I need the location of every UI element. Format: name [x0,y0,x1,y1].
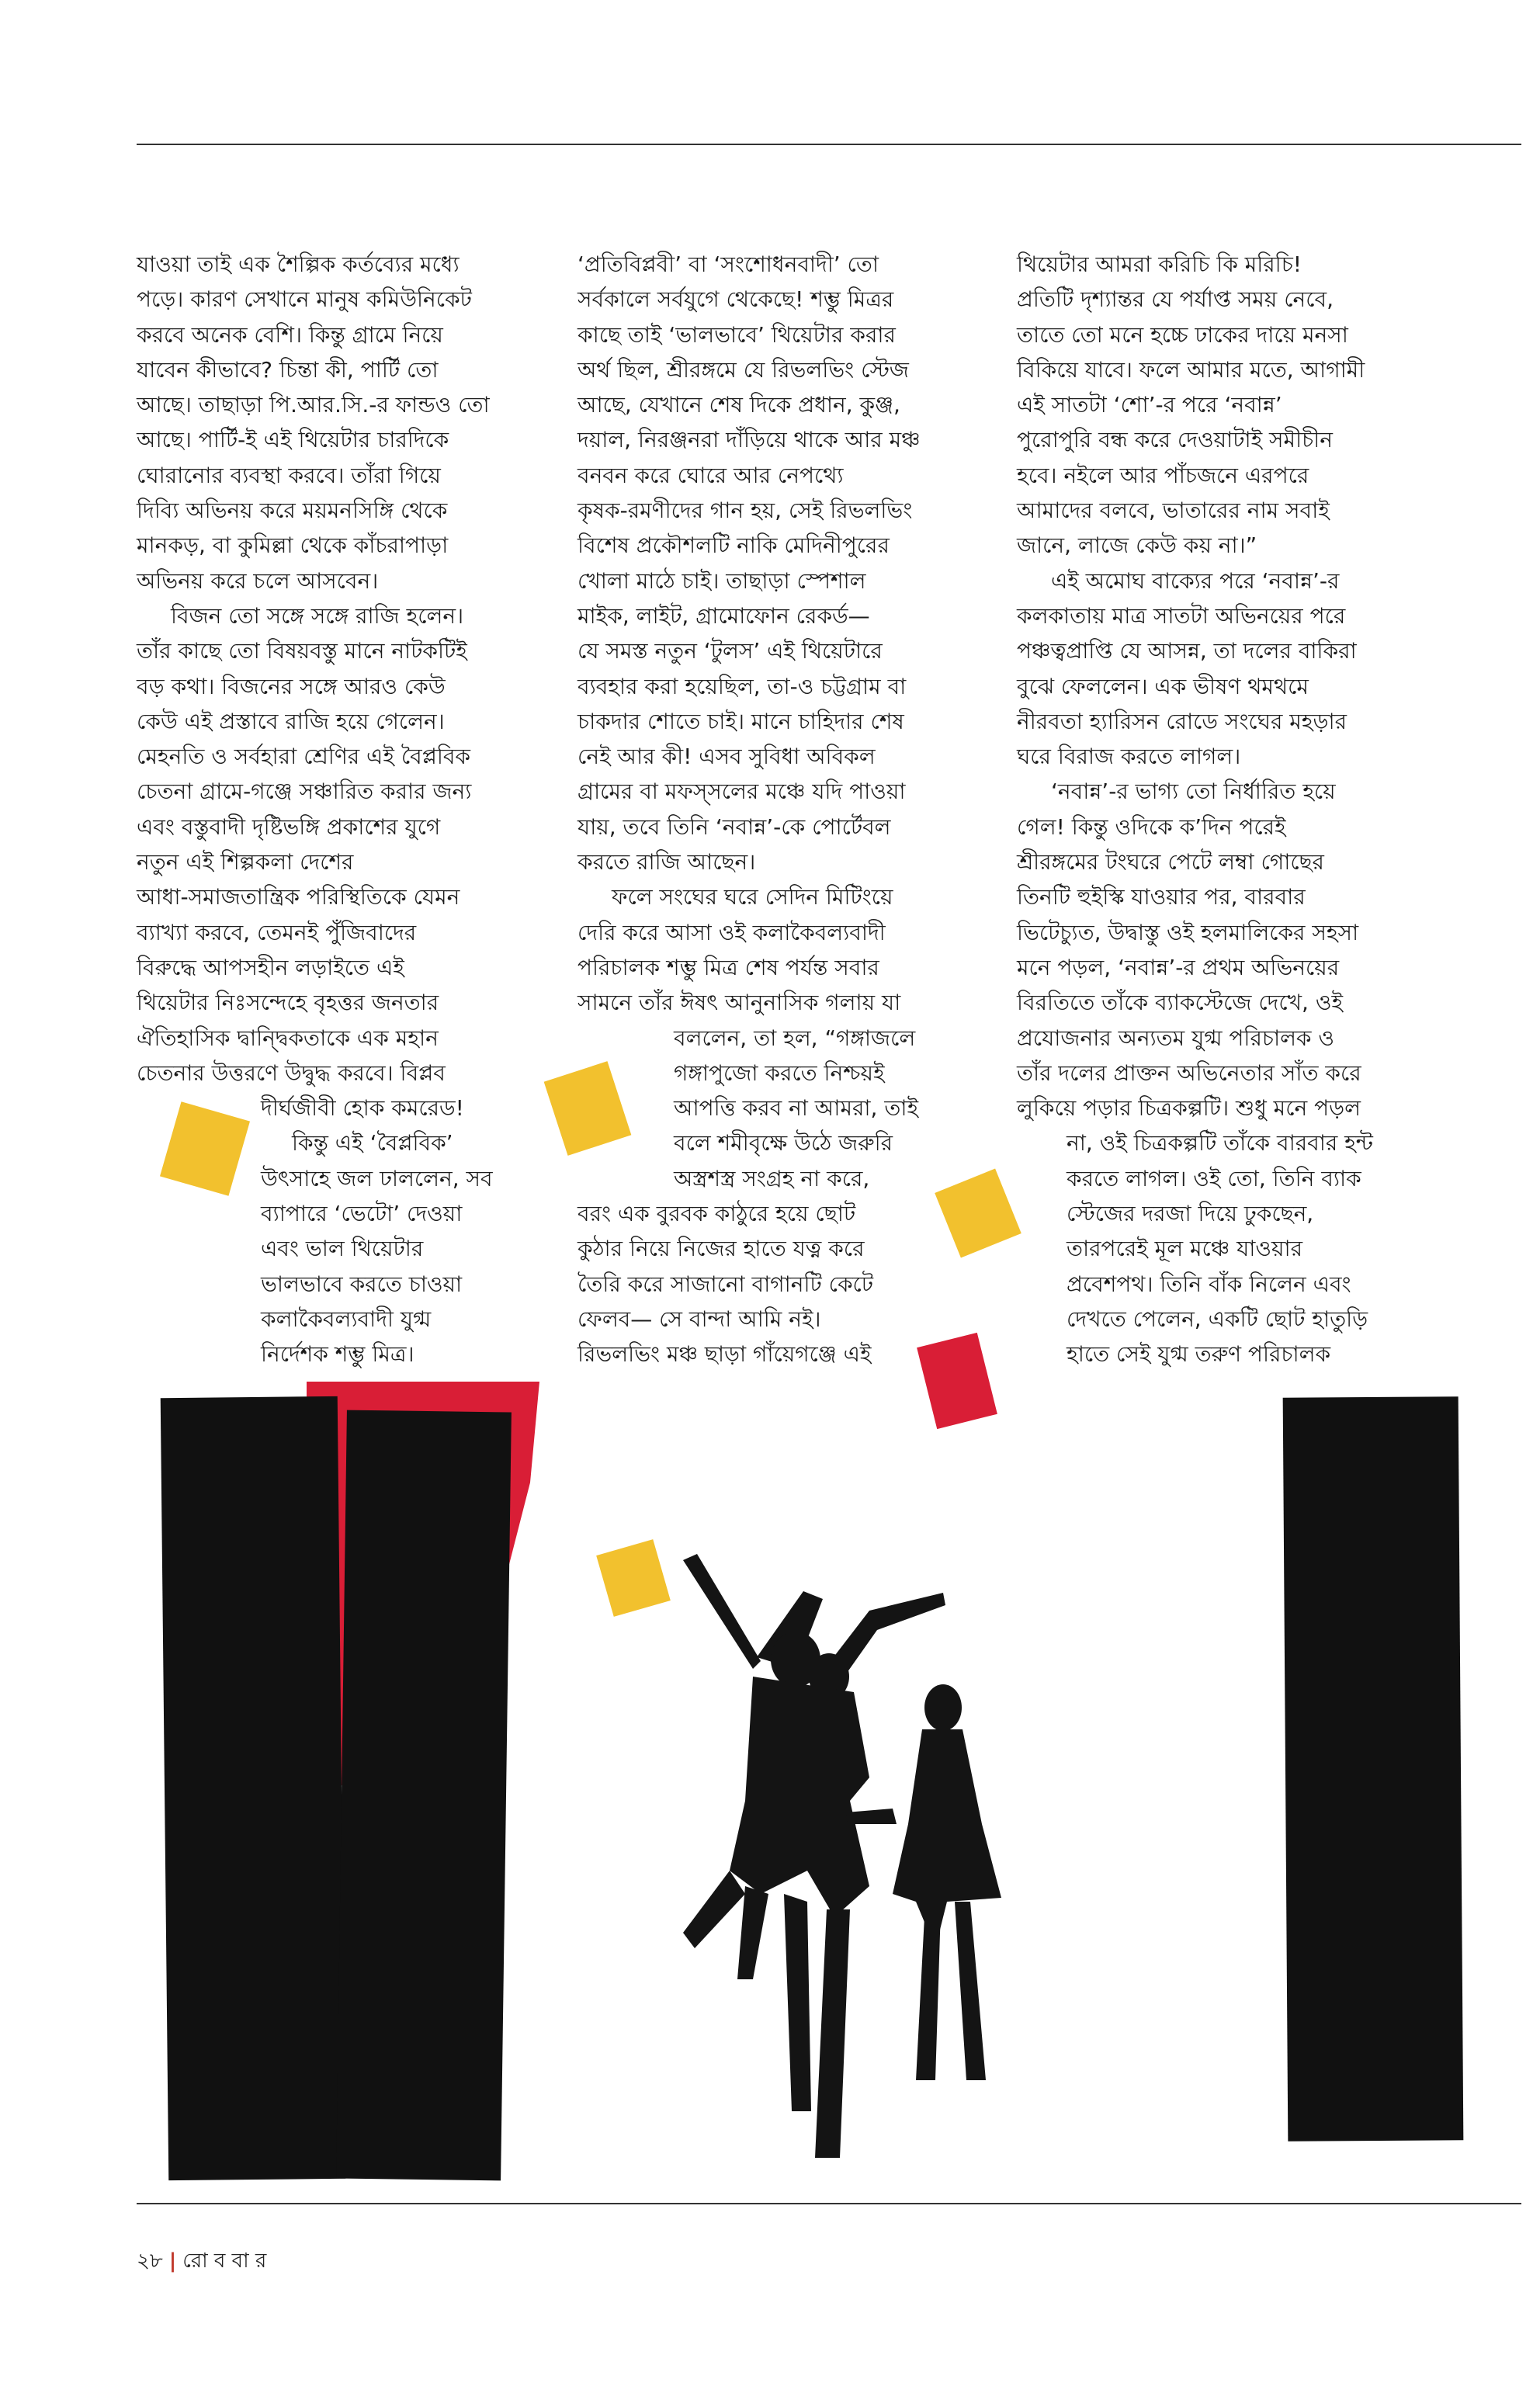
text-line: প্রবেশপথ। তিনি বাঁক নিলেন এবং [1067,1271,1351,1297]
text-line: এবং বস্তুবাদী দৃষ্টিভঙ্গি প্রকাশের যুগে [137,813,441,840]
text-line: মেহনতি ও সর্বহারা শ্রেণির এই বৈপ্লবিক [137,744,471,770]
text-line: ঐতিহাসিক দ্বান্দ্বিকতাকে এক মহান [137,1025,439,1051]
text-line: চেতনা গ্রামে-গঞ্জে সঞ্চারিত করার জন্য [137,779,472,805]
black-paper-strip [336,1410,512,2181]
folio-separator: | [168,2249,177,2273]
text-line: তিনটি হুইস্কি যাওয়ার পর, বারবার [1017,884,1306,910]
text-line: থিয়েটার নিঃসন্দেহে বৃহত্তর জনতার [137,990,439,1016]
text-line: হবে। নইলে আর পাঁচজনে এরপরে [1017,462,1309,488]
text-line: খোলা মাঠে চাই। তাছাড়া স্পেশাল [578,567,866,594]
text-line: তৈরি করে সাজানো বাগানটি কেটে [578,1271,874,1297]
text-line: ফলে সংঘের ঘরে সেদিন মিটিংয়ে [612,884,893,910]
black-paper-strip [1283,1396,1464,2142]
text-line: নেই আর কী! এসব সুবিধা অবিকল [578,744,876,770]
article-column-2 [578,247,997,1372]
text-line: গ্রামের বা মফস্সলের মঞ্চে যদি পাওয়া [578,779,906,805]
footer-rule [137,2203,1521,2204]
text-line: বলে শমীবৃক্ষে উঠে জরুরি [674,1130,893,1157]
text-line: আছে। তাছাড়া পি.আর.সি.-র ফান্ডও তো [137,392,490,418]
text-line: রিভলভিং মঞ্চ ছাড়া গাঁয়েগঞ্জে এই [578,1341,872,1368]
black-paper-strip [161,1396,346,2180]
text-line: মনে পড়ল, ‘নবান্ন’-র প্রথম অভিনয়ের [1017,954,1340,980]
text-line: কিন্তু এই ‘বৈপ্লবিক’ [292,1130,453,1157]
text-line: ব্যাখ্যা করবে, তেমনই পুঁজিবাদের [137,919,417,945]
text-line: আধা-সমাজতান্ত্রিক পরিস্থিতিকে যেমন [137,884,460,910]
text-line: কেউ এই প্রস্তাবে রাজি হয়ে গেলেন। [137,708,445,734]
text-line: গেল! কিন্তু ওদিকে ক’দিন পরেই [1017,813,1286,840]
text-line: গঙ্গাপুজো করতে নিশ্চয়ই [674,1060,885,1086]
text-line: ভালভাবে করতে চাওয়া [261,1271,463,1297]
text-line: কৃষক-রমণীদের গান হয়, সেই রিভলভিং [578,498,913,524]
text-line: আছে। পার্টি-ই এই থিয়েটার চারদিকে [137,427,449,453]
text-line: উৎসাহে জল ঢাললেন, সব [261,1165,493,1191]
text-line: পুরোপুরি বন্ধ করে দেওয়াটাই সমীচীন [1017,427,1333,453]
text-line: দেখতে পেলেন, একটি ছোট হাতুড়ি [1067,1306,1368,1332]
text-line: যে সমস্ত নতুন ‘টুলস’ এই থিয়েটারে [578,638,883,664]
text-line: দয়াল, নিরঞ্জনরা দাঁড়িয়ে থাকে আর মঞ্চ [578,427,921,453]
text-line: প্রযোজনার অন্যতম যুগ্ম পরিচালক ও [1017,1025,1335,1051]
text-line: পরিচালক শম্ভু মিত্র শেষ পর্যন্ত সবার [578,954,879,980]
text-line: করতে লাগল। ওই তো, তিনি ব্যাক [1067,1165,1361,1191]
text-line: বিশেষ প্রকৌশলটি নাকি মেদিনীপুরের [578,532,890,559]
text-line: বিকিয়ে যাবে। ফলে আমার মতে, আগামী [1017,356,1365,383]
text-line: বিজন তো সঙ্গে সঙ্গে রাজি হলেন। [171,602,464,629]
text-line: অর্থ ছিল, শ্রীরঙ্গমে যে রিভলভিং স্টেজ [578,356,909,383]
text-line: না, ওই চিত্রকল্পটি তাঁকে বারবার হন্ট [1067,1130,1373,1157]
text-line: অস্ত্রশস্ত্র সংগ্রহ না করে, [674,1165,870,1191]
text-line: ঘোরানোর ব্যবস্থা করবে। তাঁরা গিয়ে [137,462,441,488]
silhouette-figures-illustration [636,1545,1040,2158]
text-line: যাওয়া তাই এক শৈল্পিক কর্তব্যের মধ্যে [137,251,460,277]
text-line: ব্যবহার করা হয়েছিল, তা-ও চট্টগ্রাম বা [578,673,907,699]
text-line: প্রতিটি দৃশ্যান্তর যে পর্যাপ্ত সময় নেবে, [1017,286,1334,313]
text-line: যাবেন কীভাবে? চিন্তা কী, পার্টি তো [137,356,439,383]
text-line: কলাকৈবল্যবাদী যুগ্ম [261,1306,432,1332]
text-line: হাতে সেই যুগ্ম তরুণ পরিচালক [1067,1341,1331,1368]
text-line: আপত্তি করব না আমরা, তাই [674,1095,919,1122]
text-line: দীর্ঘজীবী হোক কমরেড! [261,1095,464,1122]
text-line: তাঁর দলের প্রাক্তন অভিনেতার সাঁত করে [1017,1060,1361,1086]
text-line: কলকাতায় মাত্র সাতটা অভিনয়ের পরে [1017,602,1346,629]
text-line: এই অমোঘ বাক্যের পরে ‘নবান্ন’-র [1051,567,1340,594]
text-line: ঘরে বিরাজ করতে লাগল। [1017,744,1241,770]
text-line: বুঝে ফেললেন। এক ভীষণ থমথমে [1017,673,1309,699]
text-line: বরং এক বুরবক কাঠুরে হয়ে ছোট [578,1201,856,1227]
text-line: পড়ে। কারণ সেখানে মানুষ কমিউনিকেট [137,286,472,313]
text-line: পঞ্চত্বপ্রাপ্তি যে আসন্ন, তা দলের বাকিরা [1017,638,1357,664]
text-line: তারপরেই মূল মঞ্চে যাওয়ার [1067,1236,1303,1262]
text-line: ফেলব— সে বান্দা আমি নই। [578,1306,821,1332]
text-line: আছে, যেখানে শেষ দিকে প্রধান, কুঞ্জ, [578,392,900,418]
text-line: সামনে তাঁর ঈষৎ আনুনাসিক গলায় যা [578,990,901,1016]
text-line: বিরতিতে তাঁকে ব্যাকস্টেজে দেখে, ওই [1017,990,1344,1016]
text-line: তাঁর কাছে তো বিষয়বস্তু মানে নাটকটিই [137,638,467,664]
text-line: এবং ভাল থিয়েটার [261,1236,424,1262]
text-line: কুঠার নিয়ে নিজের হাতে যত্ন করে [578,1236,865,1262]
text-line: ‘নবান্ন’-র ভাগ্য তো নির্ধারিত হয়ে [1051,779,1336,805]
text-line: করবে অনেক বেশি। কিন্তু গ্রামে নিয়ে [137,321,443,348]
text-line: বনবন করে ঘোরে আর নেপথ্যে [578,462,844,488]
text-line: আমাদের বলবে, ভাতারের নাম সবাই [1017,498,1330,524]
text-line: মানকড়, বা কুমিল্লা থেকে কাঁচরাপাড়া [137,532,449,559]
text-line: তাতে তো মনে হচ্চে ঢাকের দায়ে মনসা [1017,321,1348,348]
text-line: করতে রাজি আছেন। [578,849,756,876]
page-folio [137,2245,266,2279]
text-line: নির্দেশক শম্ভু মিত্র। [261,1341,414,1368]
page-number: ২৮ [137,2249,163,2273]
text-line: কাছে তাই ‘ভালভাবে’ থিয়েটার করার [578,321,896,348]
article-column-1 [137,247,525,1372]
text-line: ব্যাপারে ‘ভেটো’ দেওয়া [261,1201,463,1227]
text-line: ‘প্রতিবিপ্লবী’ বা ‘সংশোধনবাদী’ তো [578,251,879,277]
text-line: স্টেজের দরজা দিয়ে ঢুকছেন, [1067,1201,1314,1227]
text-line: নীরবতা হ্যারিসন রোডে সংঘের মহড়ার [1017,708,1348,734]
text-line: যায়, তবে তিনি ‘নবান্ন’-কে পোর্টেবল [578,813,891,840]
publication-name: রো ব বা র [182,2249,267,2273]
text-line: দিব্যি অভিনয় করে ময়মনসিঙ্গি থেকে [137,498,448,524]
header-rule [137,144,1521,145]
text-line: শ্রীরঙ্গমের টংঘরে পেটে লম্বা গোছের [1017,849,1324,876]
text-line: চেতনার উত্তরণে উদ্বুদ্ধ করবে। বিপ্লব [137,1060,446,1086]
text-line: সর্বকালে সর্বযুগে থেকেছে! শম্ভু মিত্রর [578,286,894,313]
text-line: বললেন, তা হল, “গঙ্গাজলে [674,1025,916,1051]
text-line: থিয়েটার আমরা করিচি কি মরিচি! [1017,251,1302,277]
text-line: বিরুদ্ধে আপসহীন লড়াইতে এই [137,954,404,980]
text-line: মাইক, লাইট, গ্রামোফোন রেকর্ড— [578,602,870,629]
text-line: বড় কথা। বিজনের সঙ্গে আরও কেউ [137,673,446,699]
text-line: নতুন এই শিল্পকলা দেশের [137,849,354,876]
text-line: লুকিয়ে পড়ার চিত্রকল্পটি। শুধু মনে পড়ল [1017,1095,1361,1122]
article-column-3 [1017,247,1436,1372]
text-line: এই সাতটা ‘শো’-র পরে ‘নবান্ন’ [1017,392,1282,418]
text-line: ভিটেচ্যুত, উদ্বাস্তু ওই হলমালিকের সহসা [1017,919,1359,945]
text-line: জানে, লাজে কেউ কয় না।” [1017,532,1257,559]
text-line: অভিনয় করে চলে আসবেন। [137,567,379,594]
text-line: চাকদার শোতে চাই। মানে চাহিদার শেষ [578,708,904,734]
text-line: দেরি করে আসা ওই কলাকৈবল্যবাদী [578,919,886,945]
